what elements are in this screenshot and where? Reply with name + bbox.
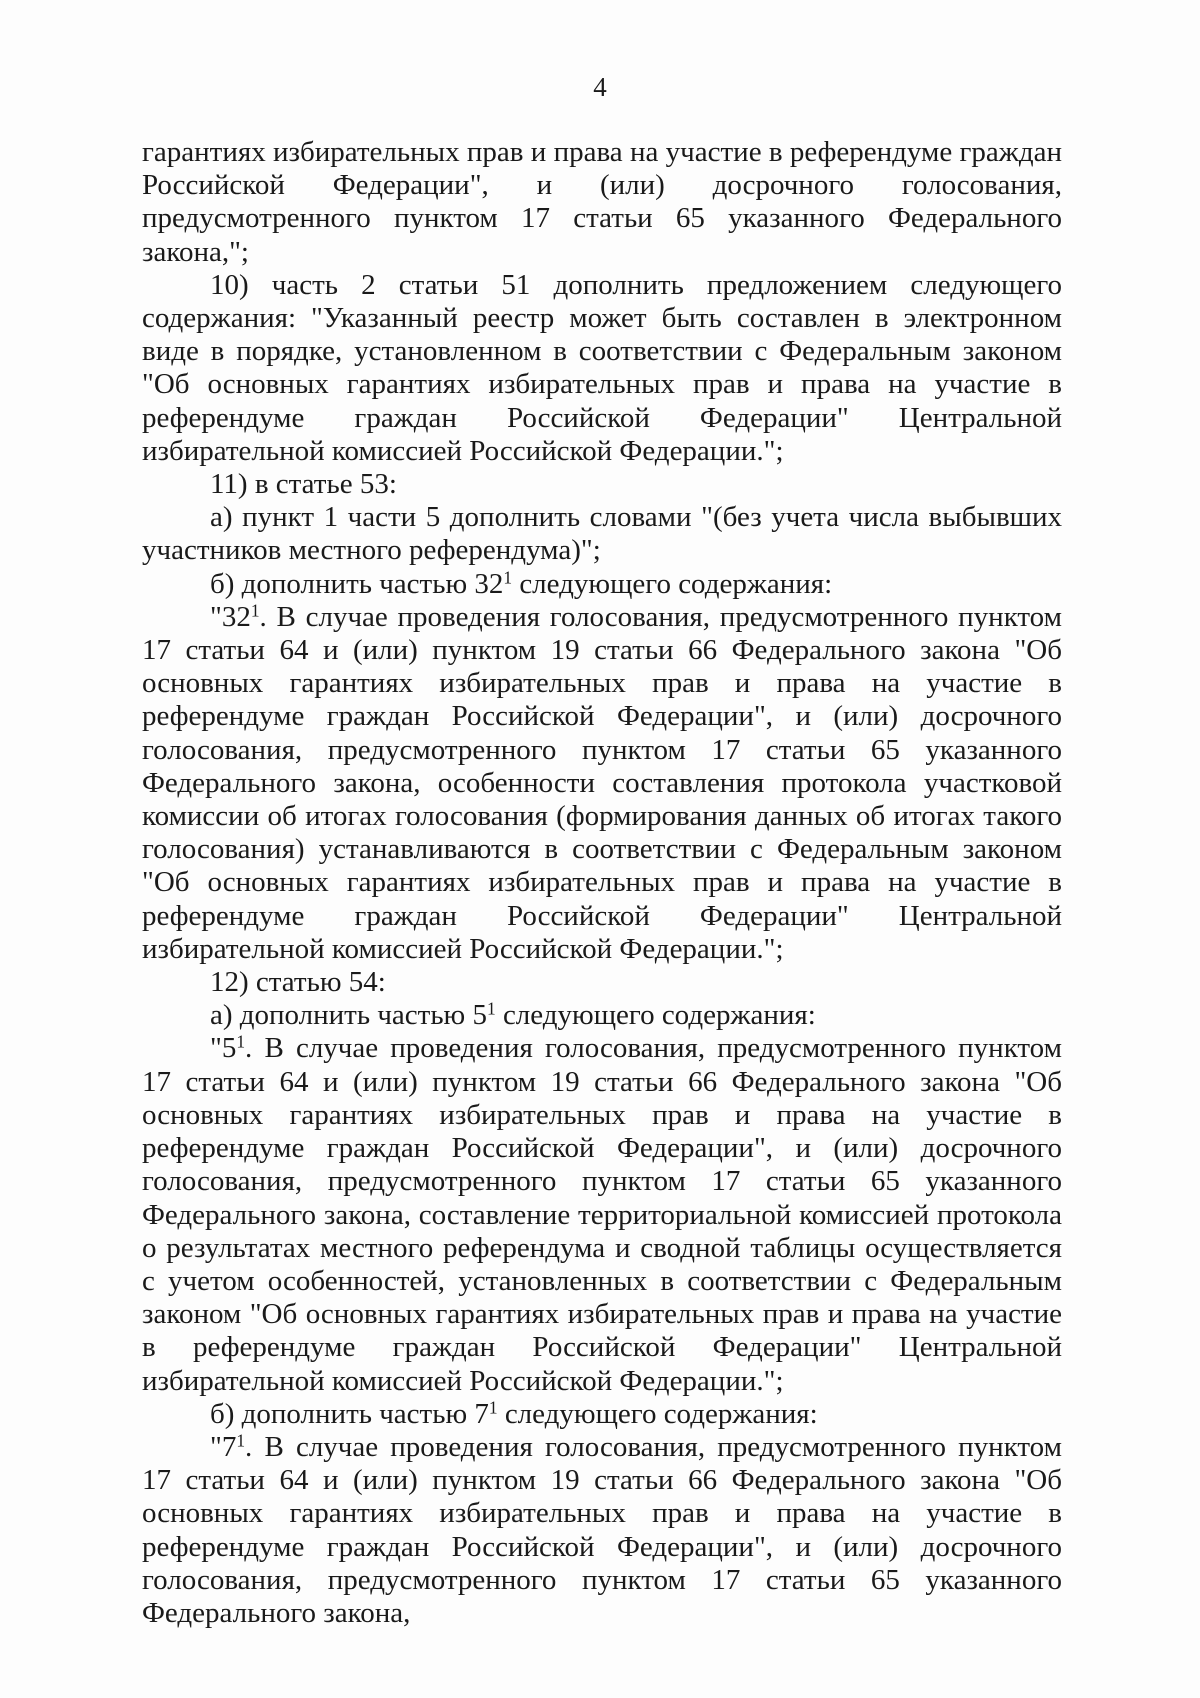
paragraph-subitem-a <box>142 999 1062 1032</box>
text-segment: гарантиях избирательных прав и права на участие в референдуме граждан Российской Федерации", и (или) досрочного голосования, предусмотренного пунктом 17 статьи 65 указанного Федерального закона,"; <box>142 136 1062 268</box>
text-segment: 12) статью 54: <box>210 966 386 999</box>
text-segment: следующего содержания: <box>495 999 816 1032</box>
paragraph-subitem-a <box>142 501 1062 567</box>
superscript: 1 <box>236 1031 246 1052</box>
superscript: 1 <box>486 998 496 1019</box>
paragraph-subitem-b <box>142 568 1062 601</box>
text-segment: а) дополнить частью 5 <box>210 999 487 1032</box>
paragraph-item-11 <box>142 468 1062 501</box>
text-segment: следующего содержания: <box>497 1397 818 1430</box>
page-number: 4 <box>593 72 607 102</box>
paragraph-part-5-1 <box>142 1032 1062 1397</box>
text-segment: "32 <box>210 600 251 633</box>
document-body <box>142 136 1062 1630</box>
paragraph-part-32-1 <box>142 601 1062 966</box>
superscript: 1 <box>250 600 260 621</box>
paragraph-item-12 <box>142 966 1062 999</box>
paragraph-item-10 <box>142 269 1062 468</box>
paragraph-continuation <box>142 136 1062 269</box>
superscript: 1 <box>236 1430 246 1451</box>
paragraph-subitem-b <box>142 1398 1062 1431</box>
superscript: 1 <box>503 567 513 588</box>
text-segment: следующего содержания: <box>512 567 833 600</box>
text-segment: . В случае проведения голосования, предусмотренного пунктом 17 статьи 64 и (или) пунктом 19 статьи 66 Федерального закона "Об основных гарантиях избирательных прав и права на участие в референдуме граждан Российской Федерации", и (или) досрочного голосования, предусмотренного пунктом 17 статьи 65 указанного Федерального закона, составление территориальной комиссией протокола о результатах местного референдума и сводной таблицы осуществляется с учетом особенностей, установленных в соответствии с Федеральным законом "Об основных гарантиях избирательных прав и права на участие в референдуме граждан Российской Федерации" Центральной избирательной комиссией Российской Федерации."; <box>142 1032 1062 1397</box>
text-segment: а) пункт 1 части 5 дополнить словами "(без учета числа выбывших участников местного референдума)"; <box>142 501 1062 567</box>
text-segment: б) дополнить частью 32 <box>210 567 504 600</box>
text-segment: . В случае проведения голосования, предусмотренного пунктом 17 статьи 64 и (или) пунктом 19 статьи 66 Федерального закона "Об основных гарантиях избирательных прав и права на участие в референдуме граждан Российской Федерации", и (или) досрочного голосования, предусмотренного пунктом 17 статьи 65 указанного Федерального закона, <box>142 1430 1062 1629</box>
text-segment: 10) часть 2 статьи 51 дополнить предложением следующего содержания: "Указанный реестр может быть составлен в электронном виде в порядке, установленном в соответствии с Федеральным законом "Об основных гарантиях избирательных прав и права на участие в референдуме граждан Российской Федерации" Центральной избирательной комиссией Российской Федерации."; <box>142 268 1062 467</box>
text-segment: . В случае проведения голосования, предусмотренного пунктом 17 статьи 64 и (или) пунктом 19 статьи 66 Федерального закона "Об основных гарантиях избирательных прав и права на участие в референдуме граждан Российской Федерации", и (или) досрочного голосования, предусмотренного пунктом 17 статьи 65 указанного Федерального закона, особенности составления протокола участковой комиссии об итогах голосования (формирования данных об итогах такого голосования) устанавливаются в соответствии с Федеральным законом "Об основных гарантиях избирательных прав и права на участие в референдуме граждан Российской Федерации" Центральной избирательной комиссией Российской Федерации."; <box>142 600 1062 965</box>
text-segment: б) дополнить частью 7 <box>210 1397 489 1430</box>
paragraph-part-7-1 <box>142 1431 1062 1630</box>
text-segment: 11) в статье 53: <box>210 468 397 501</box>
text-segment: "5 <box>210 1032 237 1065</box>
text-segment: "7 <box>210 1430 237 1463</box>
superscript: 1 <box>488 1397 498 1418</box>
